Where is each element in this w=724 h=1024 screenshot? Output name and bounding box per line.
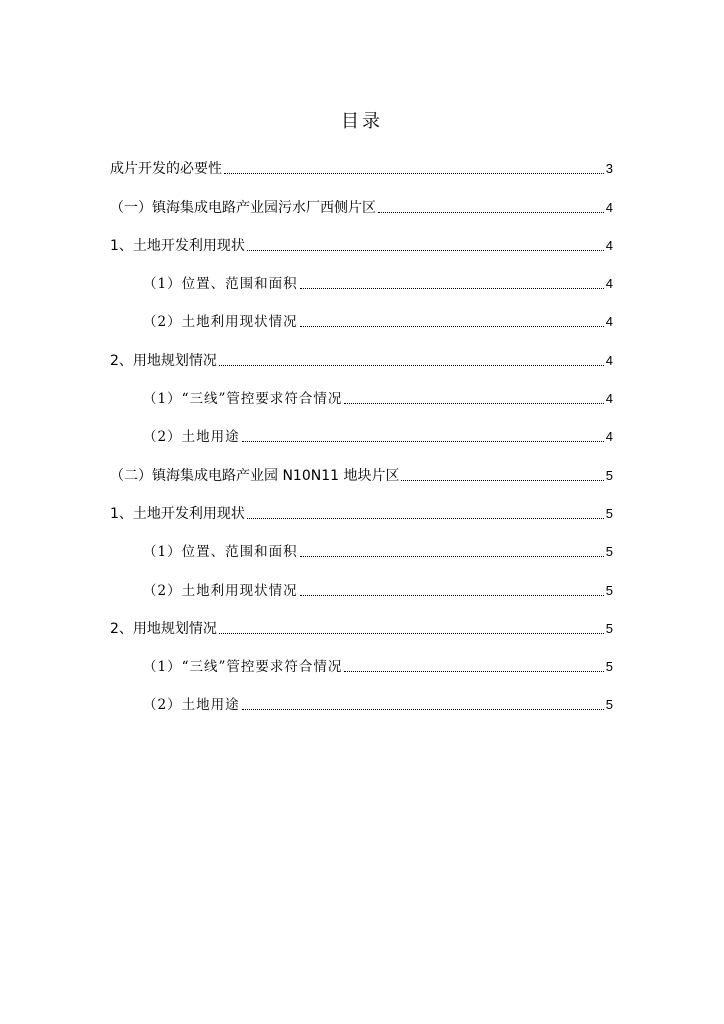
toc-dot-leader	[219, 633, 604, 634]
toc-entry-text: （2）土地利用现状情况	[143, 582, 298, 599]
toc-dot-leader	[242, 709, 604, 710]
toc-entry[interactable]	[110, 263, 613, 301]
toc-dot-leader	[224, 173, 604, 174]
toc-dot-leader	[242, 441, 604, 442]
toc-entry-text: （2）土地利用现状情况	[143, 314, 298, 331]
toc-dot-leader	[300, 595, 604, 596]
toc-entry-text: （二）镇海集成电路产业园 N10N11 地块片区	[110, 467, 400, 484]
toc-entry[interactable]	[110, 608, 613, 646]
toc-page-number: 5	[605, 544, 613, 560]
toc-entry[interactable]	[110, 301, 613, 339]
toc-entry-text: 2、用地规划情况	[110, 352, 217, 369]
toc-dot-leader	[219, 365, 604, 366]
toc-title: 目录	[341, 111, 383, 132]
toc-entry[interactable]	[110, 646, 613, 684]
toc-dot-leader	[300, 556, 604, 557]
toc-dot-leader	[247, 250, 604, 251]
toc-page-number: 5	[605, 620, 613, 636]
toc-dot-leader	[401, 480, 603, 481]
toc-page-number: 4	[605, 429, 613, 445]
toc-entry[interactable]	[110, 186, 613, 224]
toc-dot-leader	[247, 518, 604, 519]
toc-entry[interactable]	[110, 684, 613, 722]
toc-entry-text: 成片开发的必要性	[110, 161, 222, 178]
toc-page-number: 4	[605, 237, 613, 253]
toc-page-number: 4	[605, 276, 613, 292]
toc-entry-text: 2、用地规划情况	[110, 620, 217, 637]
toc-page-number: 4	[605, 352, 613, 368]
toc-entry[interactable]	[110, 148, 613, 186]
toc-page-number: 5	[605, 697, 613, 713]
toc-page-number: 4	[605, 391, 613, 407]
toc-entry[interactable]	[110, 493, 613, 531]
toc-entry-text: （1）位置、范围和面积	[143, 276, 298, 293]
toc-entry[interactable]	[110, 416, 613, 454]
toc-dot-leader	[378, 212, 604, 213]
toc-entry[interactable]	[110, 531, 613, 569]
toc-page-number: 5	[605, 659, 613, 675]
toc-entry-text: 1、土地开发利用现状	[110, 505, 245, 522]
toc-dot-leader	[344, 671, 603, 672]
toc-entry-text: （2）土地用途	[143, 429, 240, 446]
toc-entry-text: （一）镇海集成电路产业园污水厂西侧片区	[110, 199, 376, 216]
toc-page-number: 5	[605, 505, 613, 521]
toc-page-number: 5	[605, 467, 613, 483]
toc-entry-text: （1）“三线”管控要求符合情况	[143, 659, 343, 676]
toc-page-number: 5	[605, 582, 613, 598]
toc-entry-text: 1、土地开发利用现状	[110, 237, 245, 254]
toc-page-number: 3	[605, 161, 613, 177]
toc-dot-leader	[300, 326, 604, 327]
toc-page-number: 4	[605, 314, 613, 330]
toc-entry-text: （1）“三线”管控要求符合情况	[143, 391, 343, 408]
toc-entry[interactable]	[110, 225, 613, 263]
toc-entry-text: （2）土地用途	[143, 697, 240, 714]
toc-list	[110, 148, 613, 722]
toc-entry[interactable]	[110, 454, 613, 492]
toc-entry[interactable]	[110, 378, 613, 416]
toc-dot-leader	[344, 403, 603, 404]
toc-entry-text: （1）位置、范围和面积	[143, 544, 298, 561]
toc-dot-leader	[300, 288, 604, 289]
toc-page-number: 4	[605, 199, 613, 215]
toc-entry[interactable]	[110, 339, 613, 377]
toc-entry[interactable]	[110, 569, 613, 607]
